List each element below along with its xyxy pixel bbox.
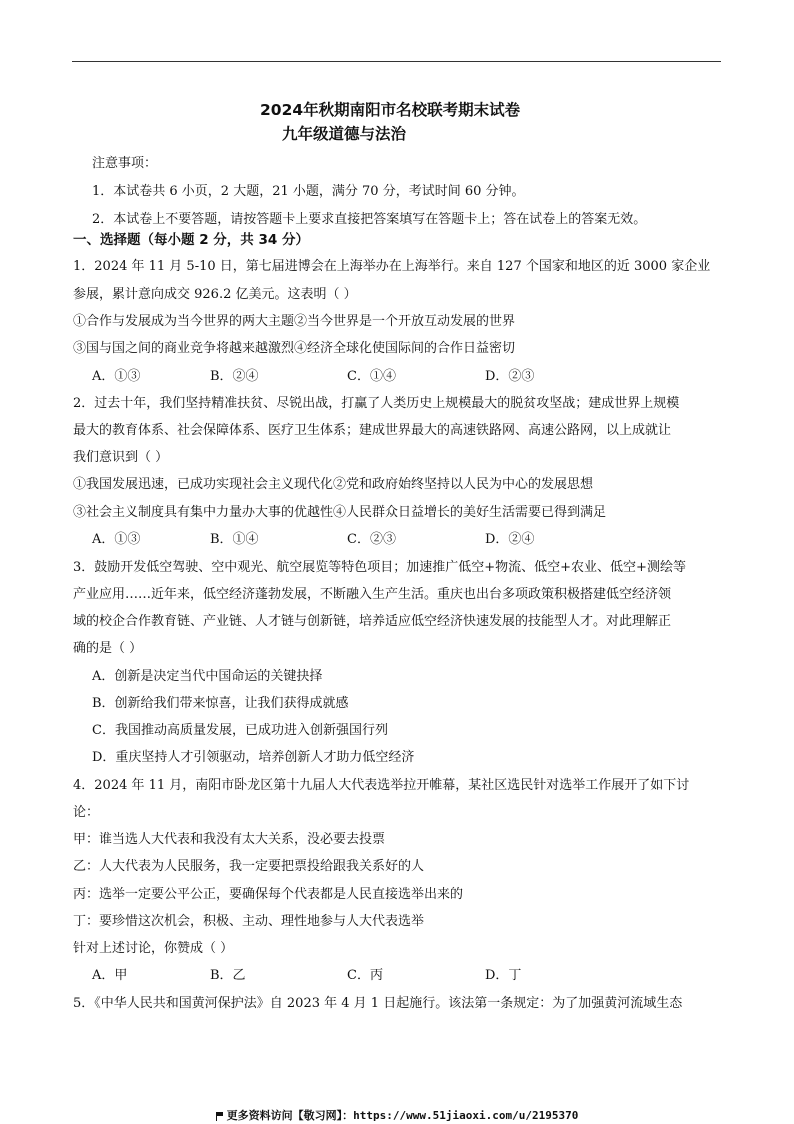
footer-link[interactable] [0,1107,794,1123]
section-title: 一、选择题（每小题 2 分，共 34 分） [73,232,309,248]
question-line: 针对上述讨论，你赞成（ ） [73,941,234,956]
exam-title: 2024年秋期南阳市名校联考期末试卷 [260,101,521,119]
option-c: C．丙 [347,968,383,983]
question-line: 3．鼓励开发低空驾驶、空中观光、航空展览等特色项目；加速推广低空+物流、低空+农业、低空+测绘等 [73,560,686,575]
question-line: ①我国发展迅速，已成功实现社会主义现代化②党和政府始终坚持以人民为中心的发展思想 [73,477,594,492]
option-b: B．创新给我们带来惊喜，让我们获得成就感 [92,696,349,711]
option-d: D．②④ [485,532,535,547]
option-b: B．①④ [210,532,259,547]
question-line: 2．过去十年，我们坚持精准扶贫、尽锐出战，打赢了人类历史上规模最大的脱贫攻坚战；建成世界上规模 [73,396,680,411]
header-rule [72,61,721,62]
question-line: 论： [73,805,100,820]
question-line: 最大的教育体系、社会保障体系、医疗卫生体系；建成世界最大的高速铁路网、高速公路网，以上成就让 [73,423,672,438]
question-line: 确的是（ ） [73,641,143,656]
option-a: A．甲 [92,968,128,983]
notes-item: 2．本试卷上不要答题，请按答题卡上要求直接把答案填写在答题卡上；答在试卷上的答案无效。 [92,212,647,227]
question-line: ①合作与发展成为当今世界的两大主题②当今世界是一个开放互动发展的世界 [73,314,516,329]
option-c: C．①④ [347,369,396,384]
question-line: 甲：谁当选人大代表和我没有太大关系，没必要去投票 [73,832,386,847]
footer-text: 更多资料访问【敬习网】：https://www.51jiaoxi.com/u/2195370 [226,1109,579,1122]
question-line: 参展，累计意向成交 926.2 亿美元。这表明（ ） [73,287,357,302]
question-line: 1．2024 年 11 月 5-10 日，第七届进博会在上海举办在上海举行。来自 127 个国家和地区的近 3000 家企业 [73,259,711,274]
option-d: D．重庆坚持人才引领驱动，培养创新人才助力低空经济 [92,750,415,765]
option-c: C．②③ [347,532,396,547]
option-c: C．我国推动高质量发展，已成功进入创新强国行列 [92,723,388,738]
option-d: D．②③ [485,369,535,384]
question-line: 丁：要珍惜这次机会，积极、主动、理性地参与人大代表选举 [73,914,425,929]
notes-item: 1．本试卷共 6 小页，2 大题，21 小题，满分 70 分，考试时间 60 分钟。 [92,184,525,199]
option-d: D．丁 [485,968,522,983]
notes-heading: 注意事项： [92,156,158,171]
question-line: ③国与国之间的商业竞争将越来越激烈④经济全球化使国际间的合作日益密切 [73,341,516,356]
flag-icon [216,1112,223,1120]
question-line: 5．《中华人民共和国黄河保护法》自 2023 年 4 月 1 日起施行。该法第一条规定：为了加强黄河流域生态 [73,996,683,1011]
option-a: A．①③ [92,532,141,547]
exam-subtitle: 九年级道德与法治 [282,125,407,143]
option-b: B．②④ [210,369,259,384]
question-line: 我们意识到（ ） [73,450,169,465]
question-line: 域的校企合作教育链、产业链、人才链与创新链，培养适应低空经济快速发展的技能型人才。对此理解正 [73,614,672,629]
option-a: A．创新是决定当代中国命运的关键抉择 [92,669,323,684]
option-a: A．①③ [92,369,141,384]
question-line: 产业应用……近年来，低空经济蓬勃发展，不断融入生产生活。重庆也出台多项政策积极搭建低空经济领 [73,587,672,602]
question-line: 4．2024 年 11 月，南阳市卧龙区第十九届人大代表选举拉开帷幕，某社区选民针对选举工作展开了如下讨 [73,778,690,793]
option-b: B．乙 [210,968,246,983]
question-line: 乙：人大代表为人民服务，我一定要把票投给跟我关系好的人 [73,859,425,874]
question-line: 丙：选举一定要公平公正，要确保每个代表都是人民直接选举出来的 [73,887,464,902]
question-line: ③社会主义制度具有集中力量办大事的优越性④人民群众日益增长的美好生活需要已得到满足 [73,505,607,520]
